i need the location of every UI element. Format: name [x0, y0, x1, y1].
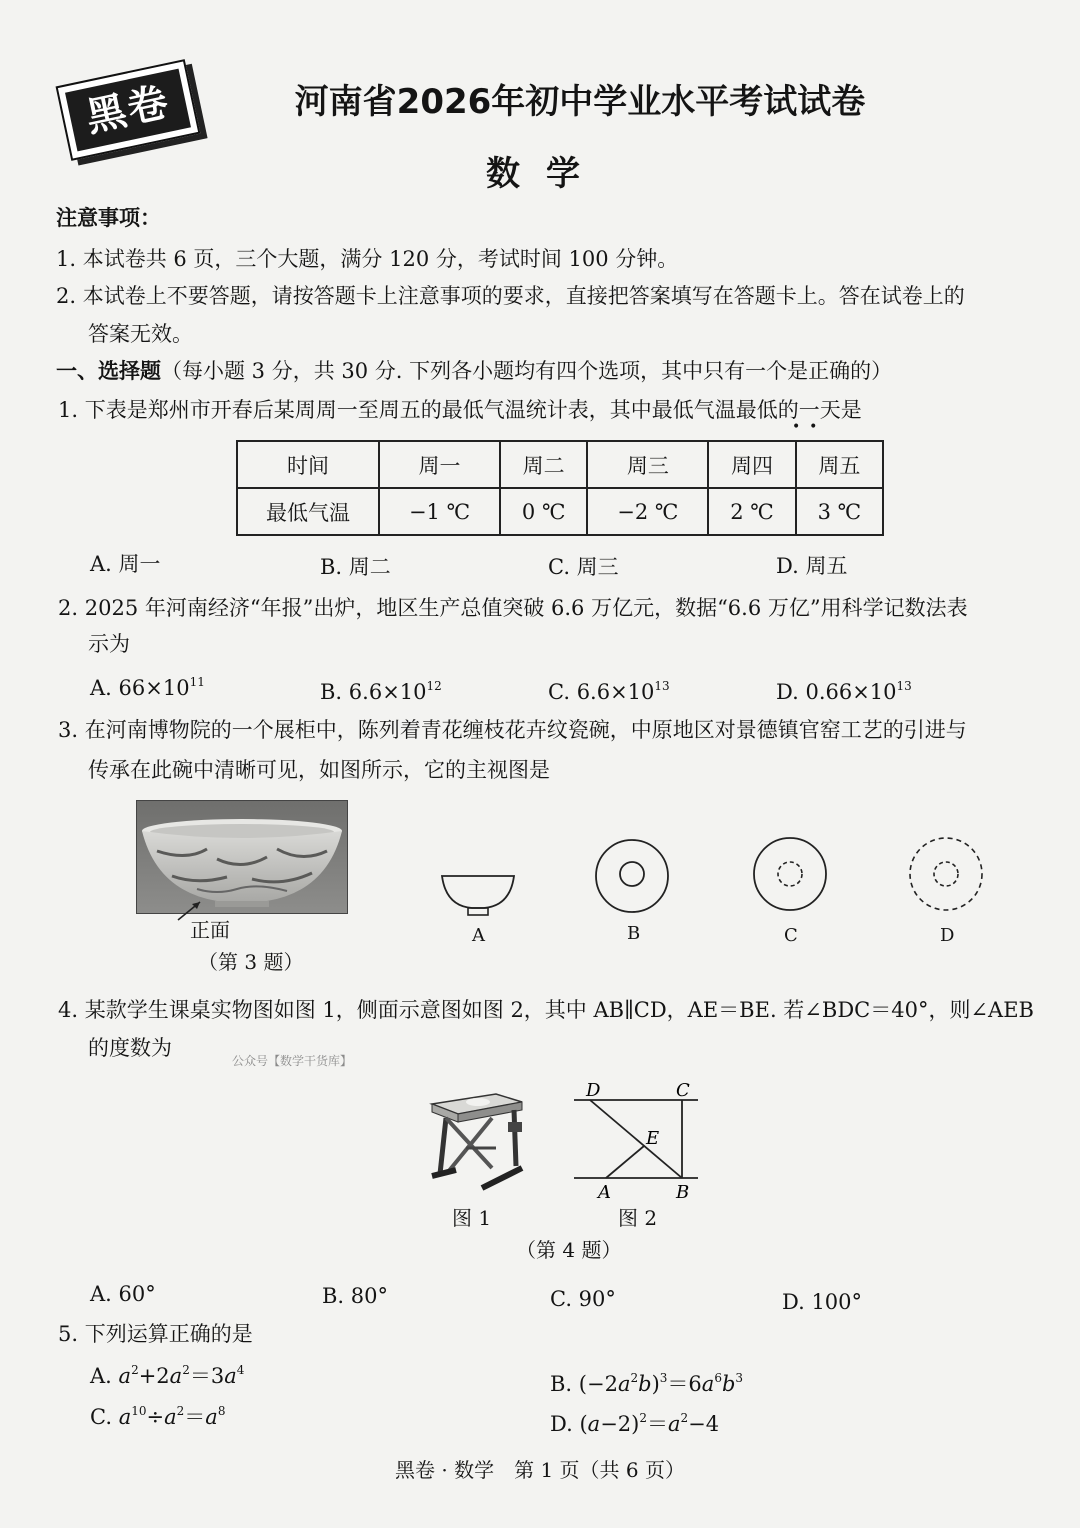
question-number: 1. — [58, 398, 79, 422]
point-label-a: A — [598, 1182, 611, 1203]
question-5 — [58, 1320, 253, 1348]
option-d: D. 100° — [782, 1290, 863, 1314]
option-a-figure — [434, 868, 524, 920]
question-number: 2. — [58, 596, 79, 620]
table-row — [237, 441, 883, 488]
option-exponent: 13 — [896, 679, 912, 693]
table-cell: 周三 — [587, 441, 708, 488]
question-4-cont: 的度数为 — [88, 1036, 172, 1060]
option-label: D. — [550, 1412, 573, 1436]
option-c-figure — [750, 834, 830, 914]
notice-heading: 注意事项： — [56, 206, 161, 230]
option-d — [776, 678, 912, 706]
option-label: D. — [776, 680, 799, 704]
notice-item-2: 2. 本试卷上不要答题，请按答题卡上注意事项的要求，直接把答案填写在答题卡上。答在试卷上的 — [56, 284, 965, 308]
figure-label-b: B — [627, 923, 641, 944]
option-label: B. — [550, 1372, 573, 1396]
table-row — [237, 488, 883, 535]
question-1 — [58, 396, 862, 424]
option-label: A. — [90, 1364, 112, 1388]
option-a: A. 60° — [90, 1282, 156, 1306]
bowl-photo-drawing — [137, 801, 347, 913]
table-cell: 0 ℃ — [500, 488, 587, 535]
option-label: B. — [320, 680, 343, 704]
option-formula: $(-2a^2b)^3=6a^6b^3$ — [578, 1371, 744, 1396]
option-label: C. — [548, 680, 570, 704]
page-footer: 黑卷 · 数学 第 1 页（共 6 页） — [395, 1458, 685, 1482]
option-base: 66×10 — [118, 676, 190, 700]
geometry-figure — [560, 1070, 710, 1204]
badge-text: 黑卷 — [65, 69, 191, 152]
option-c — [548, 678, 670, 706]
option-b-figure — [592, 836, 672, 916]
figure-label-d: D — [940, 925, 955, 946]
table-cell: 周二 — [500, 441, 587, 488]
question-text: 下表是郑州市开春后某周周一至周五的最低气温统计表，其中最低气温最低的一天是 — [84, 398, 862, 422]
option-exponent: 11 — [189, 675, 205, 689]
question-number: 4. — [58, 998, 79, 1022]
option-c: C. 90° — [550, 1287, 616, 1311]
option-b: B. 80° — [322, 1284, 389, 1308]
question-number: 5. — [58, 1322, 79, 1346]
figure-1-label: 图 1 — [452, 1206, 492, 1230]
option-d: D. 周五 — [776, 554, 848, 578]
option-label: A. — [90, 676, 112, 700]
table-cell: 最低气温 — [237, 488, 379, 535]
option-b: B. 周二 — [320, 555, 391, 579]
question-3-cont: 传承在此碗中清晰可见，如图所示，它的主视图是 — [88, 758, 550, 782]
figure-2-label: 图 2 — [618, 1206, 658, 1230]
bowl-photo — [136, 800, 348, 914]
table-cell: 周一 — [379, 441, 500, 488]
option-base: 0.66×10 — [805, 680, 897, 704]
table-cell: 3 ℃ — [796, 488, 883, 535]
question-text: 下列运算正确的是 — [84, 1322, 253, 1346]
option-exponent: 13 — [654, 679, 670, 693]
figure-label-c: C — [784, 925, 798, 946]
notice-item-2-cont: 答案无效。 — [88, 322, 193, 346]
section-note: （每小题 3 分，共 30 分. 下列各小题均有四个选项，其中只有一个是正确的） — [161, 359, 893, 383]
table-cell: 周四 — [708, 441, 795, 488]
option-a: A. 周一 — [90, 552, 161, 576]
option-d-figure — [906, 834, 986, 914]
option-base: 6.6×10 — [576, 680, 655, 704]
table-cell: 2 ℃ — [708, 488, 795, 535]
notice-item-1: 1. 本试卷共 6 页，三个大题，满分 120 分，考试时间 100 分钟。 — [56, 247, 679, 271]
section-heading — [56, 357, 892, 385]
question-2-cont: 示为 — [88, 632, 130, 656]
question-text: 在河南博物院的一个展柜中，陈列着青花缠枝花卉纹瓷碗，中原地区对景德镇官窑工艺的引进与 — [84, 718, 967, 742]
watermark: 公众号【数学干货库】 — [232, 1054, 353, 1068]
figure-label-a: A — [472, 925, 485, 946]
option-c: C. 周三 — [548, 555, 619, 579]
option-c — [90, 1403, 225, 1431]
point-label-e: E — [646, 1128, 660, 1149]
point-label-c: C — [676, 1080, 690, 1101]
desk-photo — [426, 1088, 526, 1196]
question-text: 2025 年河南经济“年报”出炉，地区生产总值突破 6.6 万亿元，数据“6.6 万亿”用科学记数法表 — [84, 596, 968, 620]
emphasis-dots: • • — [792, 419, 818, 435]
option-label: C. — [90, 1405, 112, 1429]
table-cell: 周五 — [796, 441, 883, 488]
question-text: 某款学生课桌实物图如图 1，侧面示意图如图 2，其中 AB∥CD，AE＝BE. 若∠BDC＝40°，则∠AEB — [84, 998, 1034, 1022]
question-number: 3. — [58, 718, 79, 742]
table-cell: −2 ℃ — [587, 488, 708, 535]
question-4 — [58, 996, 1034, 1024]
option-b — [550, 1370, 743, 1398]
table-cell: −1 ℃ — [379, 488, 500, 535]
figure-caption: （第 3 题） — [198, 950, 304, 974]
option-b — [320, 678, 442, 706]
option-formula: $(a-2)^2=a^2-4$ — [579, 1411, 720, 1436]
point-label-d: D — [586, 1080, 601, 1101]
option-a — [90, 1362, 244, 1390]
temperature-table — [236, 440, 884, 536]
figure-caption: （第 4 题） — [516, 1238, 622, 1262]
option-base: 6.6×10 — [348, 680, 427, 704]
option-exponent: 12 — [426, 679, 442, 693]
exam-title: 河南省2026年初中学业水平考试试卷 — [294, 82, 866, 122]
option-formula: $a^2+2a^2=3a^4$ — [118, 1363, 245, 1388]
subject-title: 数学 — [486, 154, 606, 194]
table-cell: 时间 — [237, 441, 379, 488]
option-formula: $a^{10}\div a^2=a^8$ — [118, 1404, 226, 1429]
point-label-b: B — [676, 1182, 690, 1203]
question-2 — [58, 594, 968, 622]
option-d — [550, 1410, 719, 1438]
front-label: 正面 — [190, 918, 230, 942]
section-title: 一、选择题 — [56, 359, 161, 383]
option-a — [90, 674, 205, 702]
question-3 — [58, 716, 967, 744]
